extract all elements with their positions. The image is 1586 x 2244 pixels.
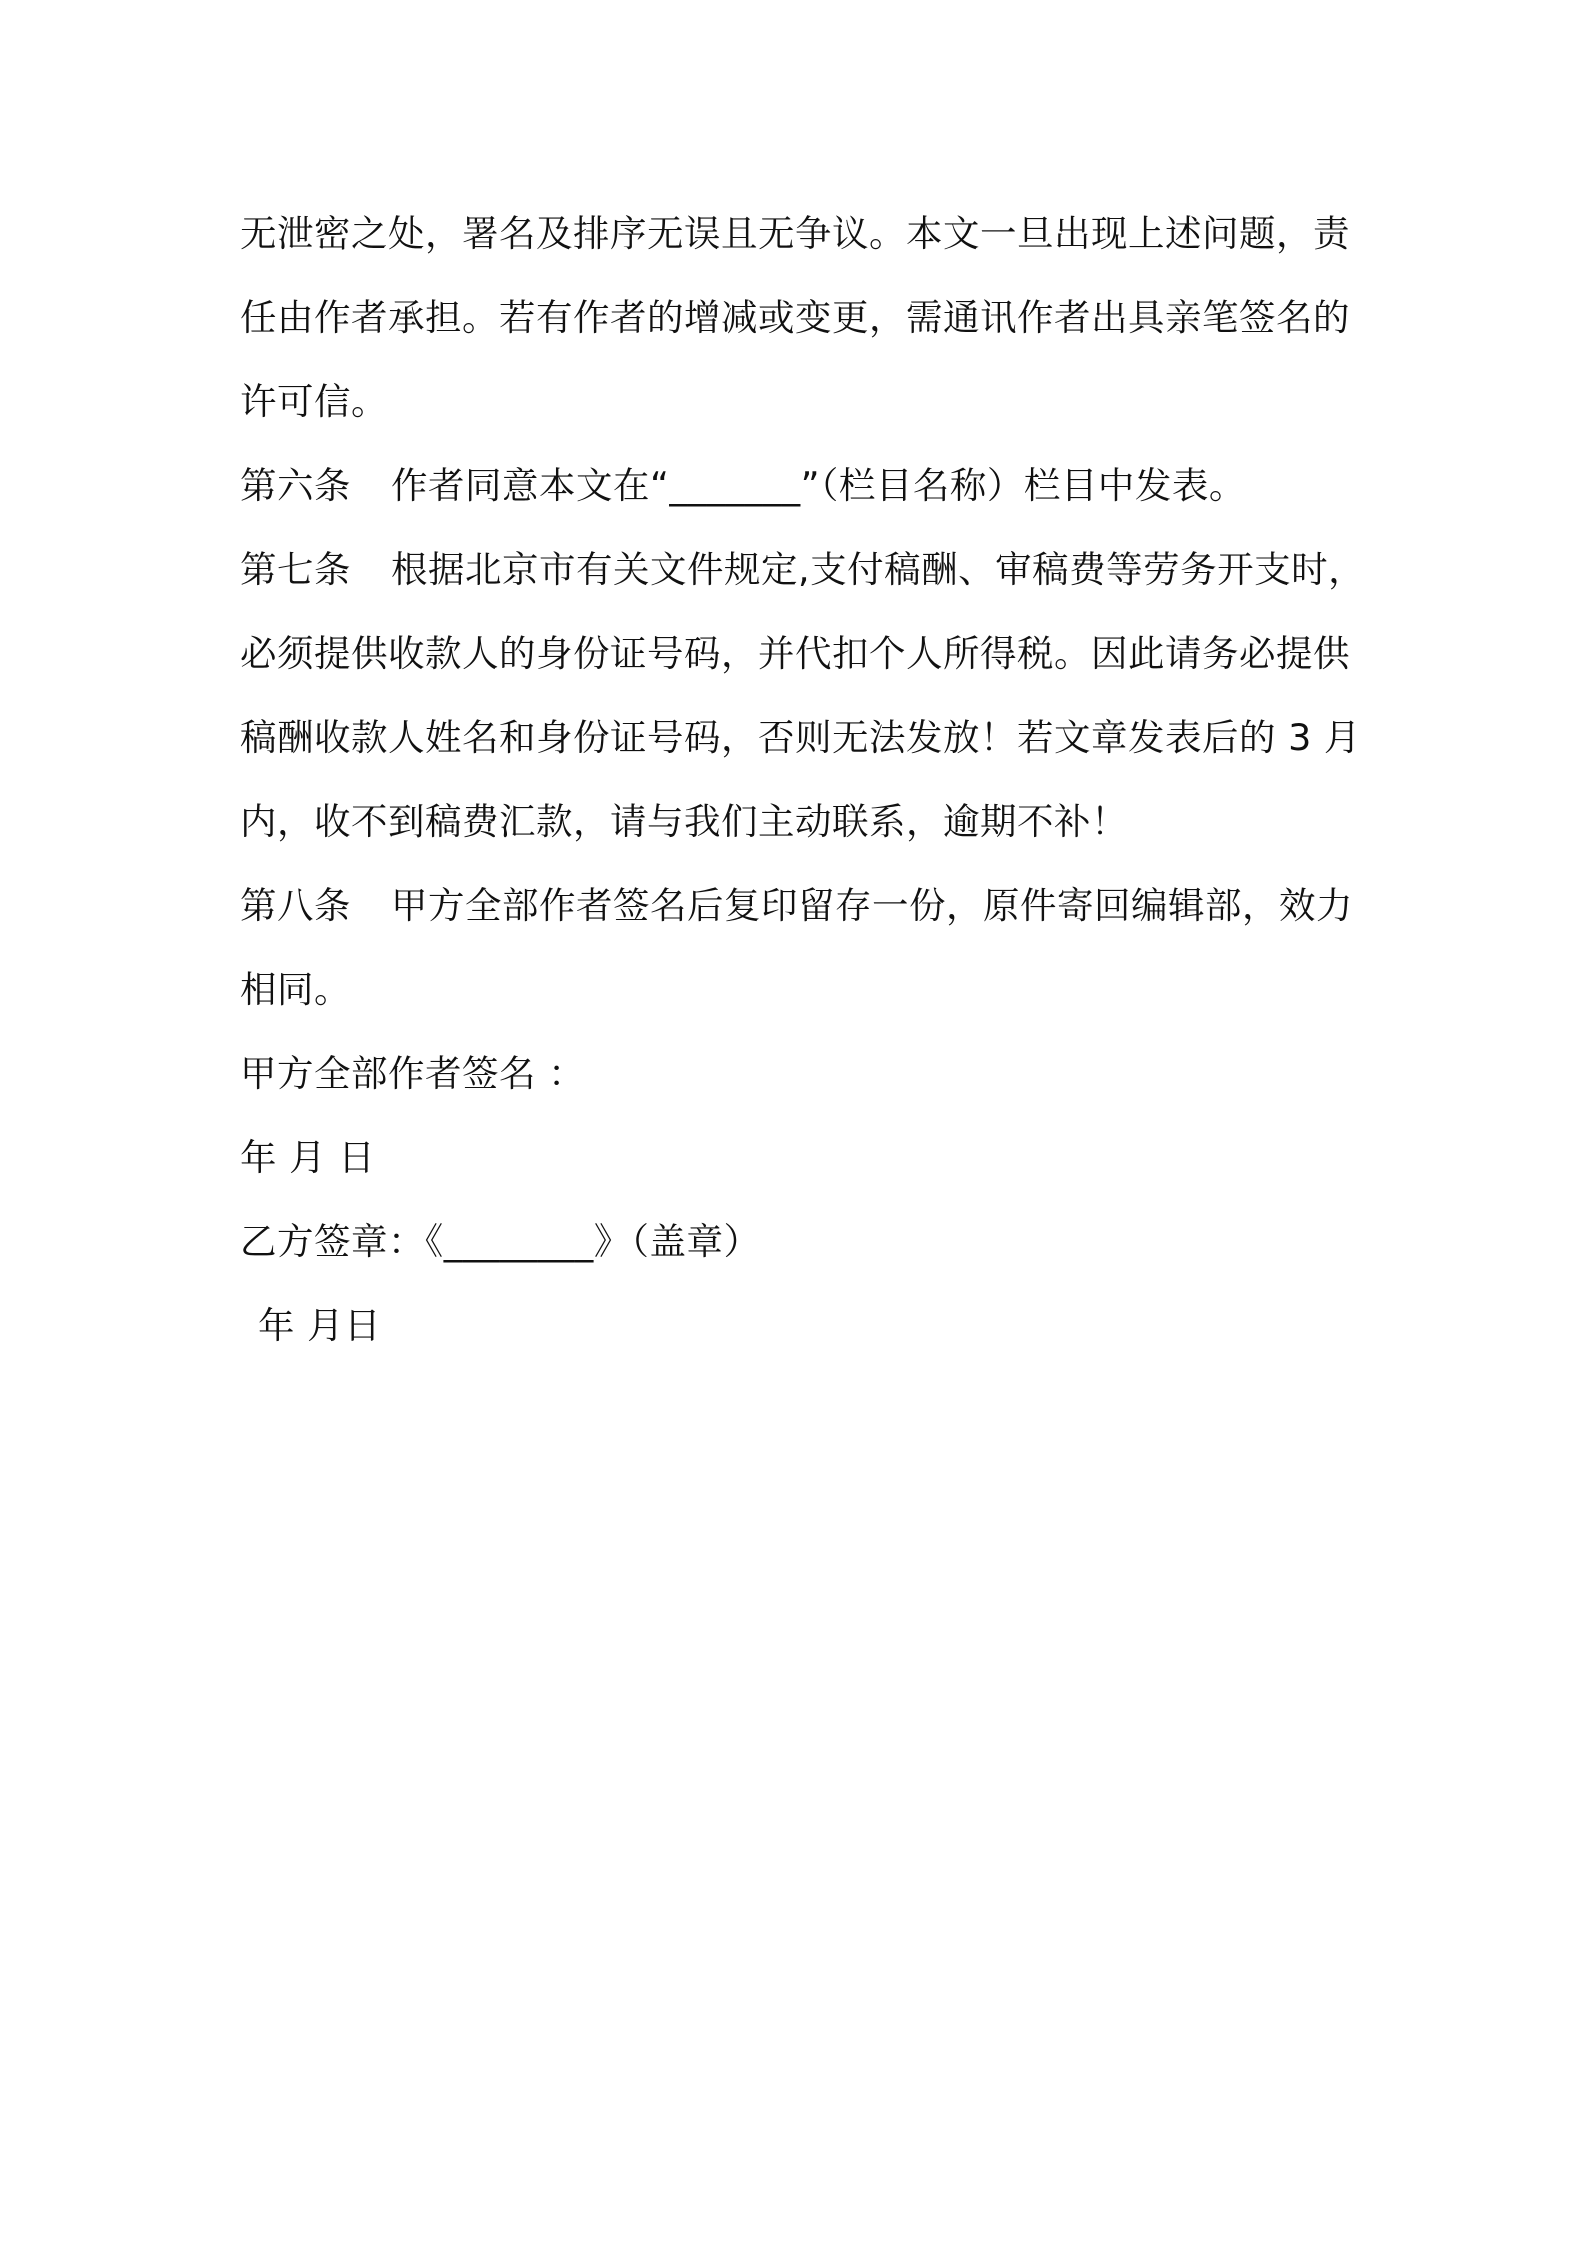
paragraph-line: 相同。 <box>240 968 351 1011</box>
paragraph-line: 任由作者承担。若有作者的增减或变更，需通讯作者出具亲笔签名的 <box>240 296 1350 339</box>
article-7-label: 第七条 <box>240 548 351 591</box>
party-b-seal: 乙方签章：《________》（盖章） <box>240 1220 761 1263</box>
document-body <box>240 192 1366 1368</box>
paragraph-line: 许可信。 <box>240 380 388 423</box>
article-6-text: 作者同意本文在“_______”（栏目名称）栏目中发表。 <box>391 464 1246 507</box>
paragraph-line: 内，收不到稿费汇款，请与我们主动联系，逾期不补！ <box>240 800 1128 843</box>
paragraph-line: 必须提供收款人的身份证号码，并代扣个人所得税。因此请务必提供 <box>240 632 1350 675</box>
paragraph-line: 无泄密之处，署名及排序无误且无争议。本文一旦出现上述问题，责 <box>240 212 1350 255</box>
party-b-date: 年 月日 <box>258 1304 382 1347</box>
article-8-text: 甲方全部作者签名后复印留存一份，原件寄回编辑部，效力 <box>391 884 1353 927</box>
article-8 <box>240 864 1360 948</box>
article-8-label: 第八条 <box>240 884 351 927</box>
article-6 <box>240 444 1360 528</box>
article-6-label: 第六条 <box>240 464 351 507</box>
article-7-text: 根据北京市有关文件规定,支付稿酬、审稿费等劳务开支时， <box>391 548 1366 591</box>
paragraph-line: 稿酬收款人姓名和身份证号码，否则无法发放！若文章发表后的 3 月 <box>240 716 1361 759</box>
article-7 <box>240 528 1366 612</box>
party-a-date: 年 月 日 <box>240 1136 376 1179</box>
party-a-signature: 甲方全部作者签名 ： <box>240 1052 586 1095</box>
party-b-date-row <box>240 1284 1360 1368</box>
